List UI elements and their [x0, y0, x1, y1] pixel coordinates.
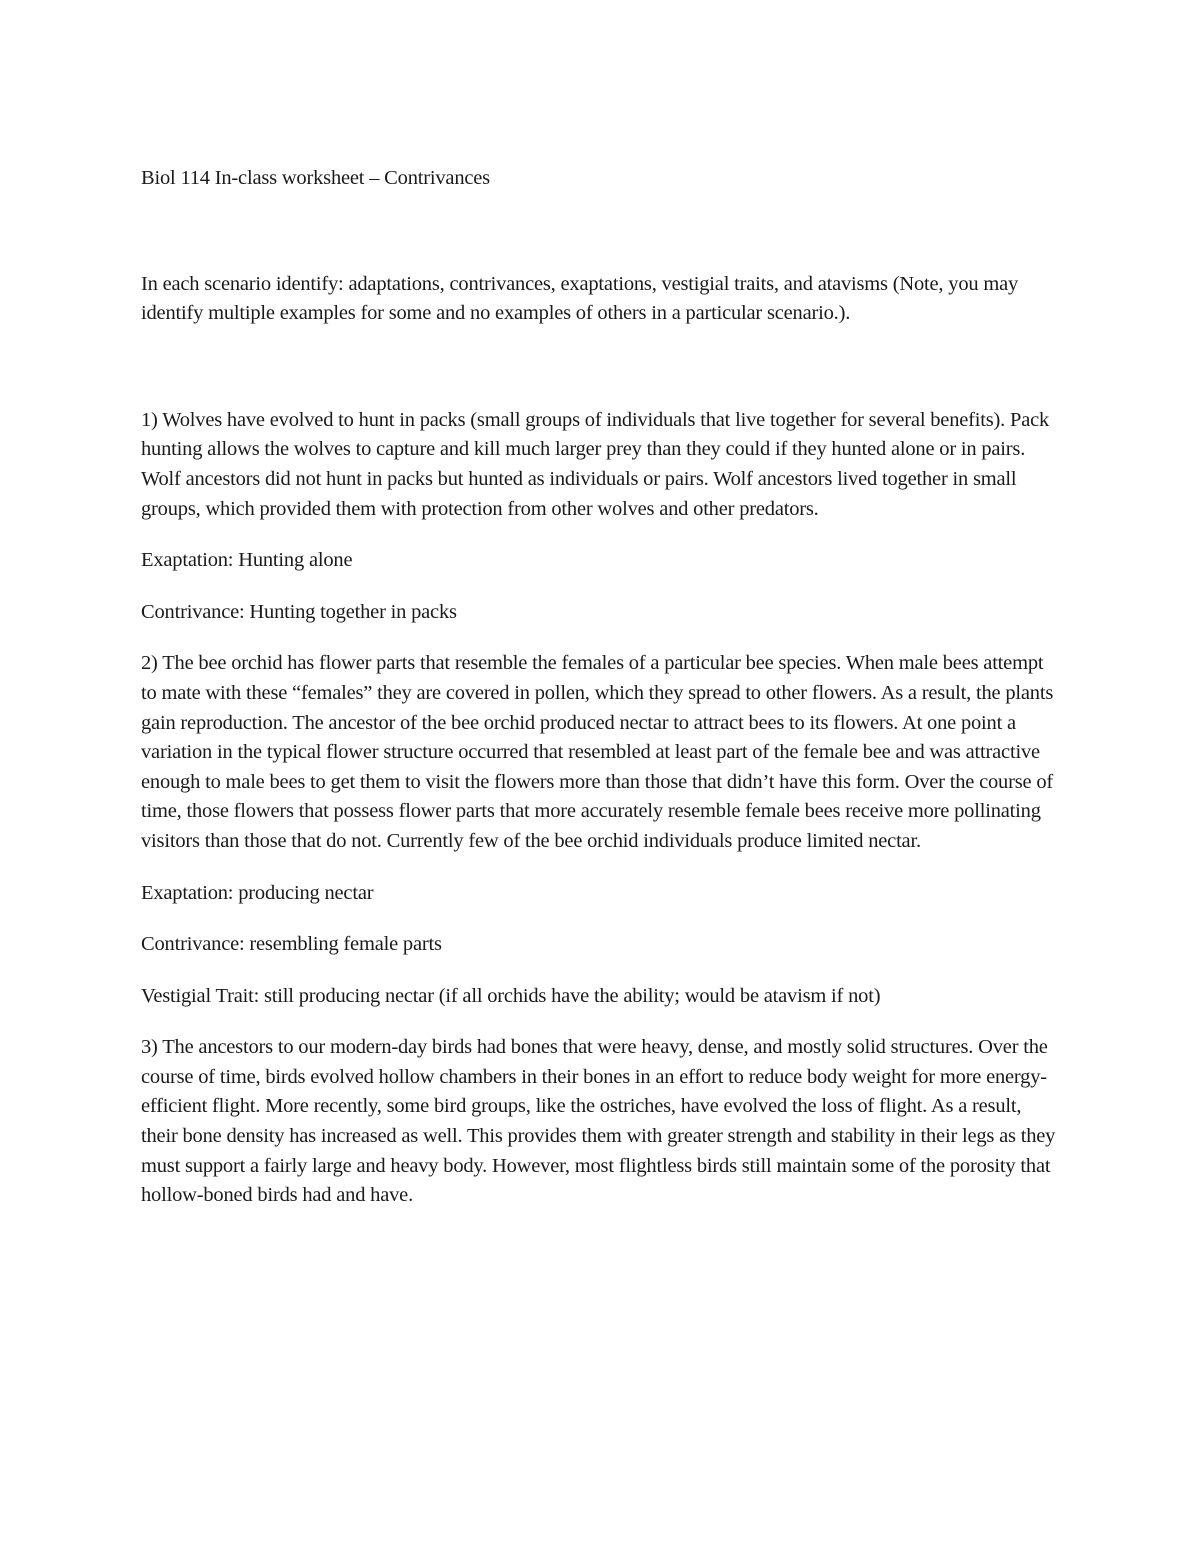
- scenario-3-text: 3) The ancestors to our modern-day birds had bones that were heavy, dense, and mostly solid structures. Over the course of time, birds evolved hollow chambers in their bones in an effort to reduce body weight for more energy-efficient flight. More recently, some bird groups, like the ostriches, have evolved the loss of flight. As a result, their bone density has increased as well. This provides them with greater strength and stability in their legs as they must support a fairly large and heavy body. However, most flightless birds still maintain some of the porosity that hollow-boned birds had and have.: [141, 1036, 1056, 1207]
- scenario-1-answer-exaptation: Exaptation: Hunting alone: [141, 549, 353, 572]
- scenario-1-text: 1) Wolves have evolved to hunt in packs (small groups of individuals that live together for several benefits). Pack hunting allows the wolves to capture and kill much larger prey than they could if they hunted alone or in pairs. Wolf ancestors did not hunt in packs but hunted as individuals or pairs. Wolf ancestors lived together in small groups, which provided them with protection from other wolves and other predators.: [141, 408, 1050, 520]
- scenario-2-answer-vestigial-trait: Vestigial Trait: still producing nectar (if all orchids have the ability; would be atavism if not): [141, 984, 881, 1007]
- scenario-2-answer-contrivance: Contrivance: resembling female parts: [141, 933, 442, 956]
- instructions-paragraph: In each scenario identify: adaptations, contrivances, exaptations, vestigial traits, and atavisms (Note, you may identify multiple examples for some and no examples of others in a particular scenario.).: [141, 272, 1019, 325]
- worksheet-page: [141, 164, 1061, 1233]
- document-title: Biol 114 In-class worksheet – Contrivances: [141, 167, 490, 189]
- scenario-1-answer-contrivance: Contrivance: Hunting together in packs: [141, 600, 457, 623]
- scenario-2: [141, 649, 1061, 1011]
- scenario-3: [141, 1033, 1061, 1211]
- scenario-1: [141, 406, 1061, 628]
- scenario-2-answer-exaptation: Exaptation: producing nectar: [141, 881, 374, 904]
- scenario-2-text: 2) The bee orchid has flower parts that resemble the females of a particular bee species. When male bees attempt to mate with these “females” they are covered in pollen, which they spread to other flowers. As a result, the plants gain reproduction. The ancestor of the bee orchid produced nectar to attract bees to its flowers. At one point a variation in the typical flower structure occurred that resembled at least part of the female bee and was attractive enough to male bees to get them to visit the flowers more than those that didn’t have this form. Over the course of time, those flowers that possess flower parts that more accurately resemble female bees receive more pollinating visitors than those that do not. Currently few of the bee orchid individuals produce limited nectar.: [141, 652, 1054, 852]
